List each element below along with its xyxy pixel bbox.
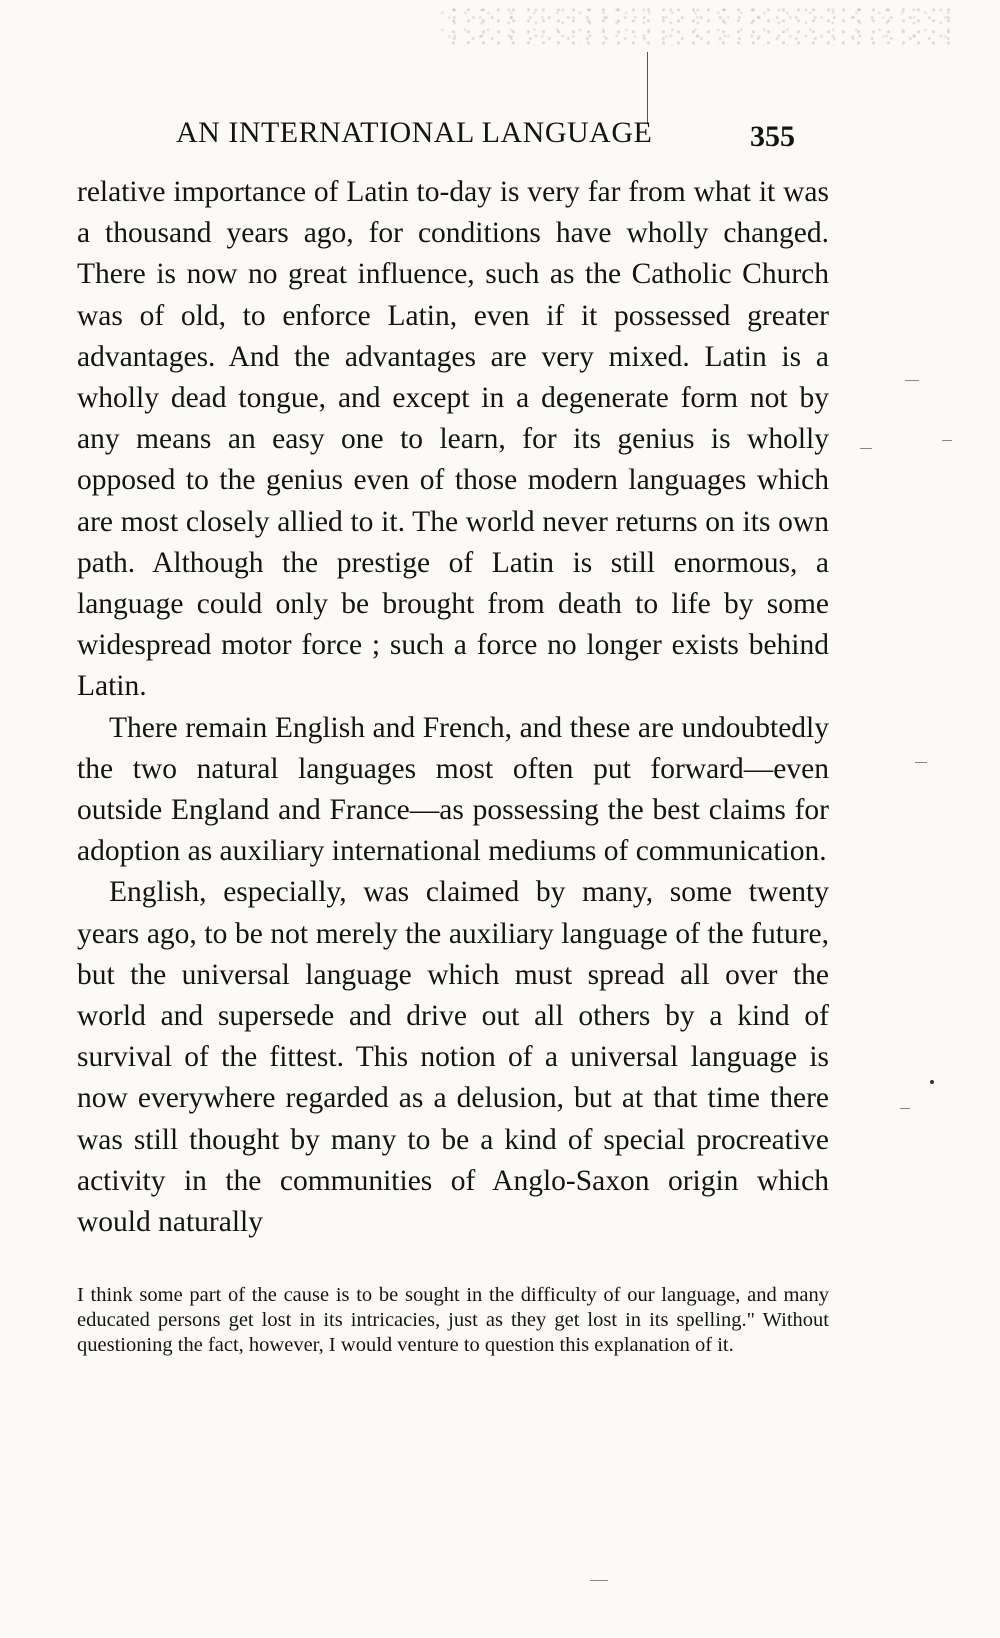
paragraph-2: There remain English and French, and these are undoubtedly the two natural languages most often put forward—even outside England and France—as possessing the best claims for adoption as auxiliary international mediums of communication. (77, 711, 829, 868)
paragraph-3: English, especially, was claimed by many, some twenty years ago, to be not merely the auxiliary language of the future, but the universal language which must spread all over the world and supersede and drive out all others by a kind of survival of the fittest. This notion of a universal language is now everywhere regarded as a delusion, but at that time there was still thought by many to be a kind of special procreative activity in the communities of Anglo-Saxon origin which would naturally (77, 876, 829, 1239)
page-header (176, 116, 876, 160)
scan-mark (860, 448, 872, 449)
scan-mark (915, 762, 927, 763)
footnote (77, 1283, 829, 1358)
page-number: 355 (750, 120, 795, 153)
scan-mark (900, 1108, 910, 1109)
scan-mark (905, 380, 919, 381)
scan-artifact-line (647, 52, 648, 124)
main-text (77, 172, 829, 1243)
scan-mark (942, 440, 952, 441)
paragraph-1: relative importance of Latin to-day is very far from what it was a thousand years ago, for conditions have wholly changed. There is now no great influence, such as the Catholic Church was of old, to enforce Latin, even if it possessed greater advantages. And the advantages are very mixed. Latin is a wholly dead tongue, and except in a degenerate form not by any means an easy one to learn, for its genius is wholly opposed to the genius even of those modern languages which are most closely allied to it. The world never returns on its own path. Although the prestige of Latin is still enormous, a language could only be brought from death to life by some widespread motor force ; such a force no longer exists behind Latin. (77, 176, 829, 703)
scan-speckle (440, 6, 960, 46)
scan-mark (930, 1080, 934, 1084)
scan-mark (590, 1580, 608, 1581)
running-title: AN INTERNATIONAL LANGUAGE (176, 116, 653, 149)
footnote-text: I think some part of the cause is to be sought in the difficulty of our language, and many educated persons get lost in its intricacies, just as they get lost in its spelling." Without questioning the fact, however, I would venture to question this explanation of it. (77, 1284, 829, 1356)
